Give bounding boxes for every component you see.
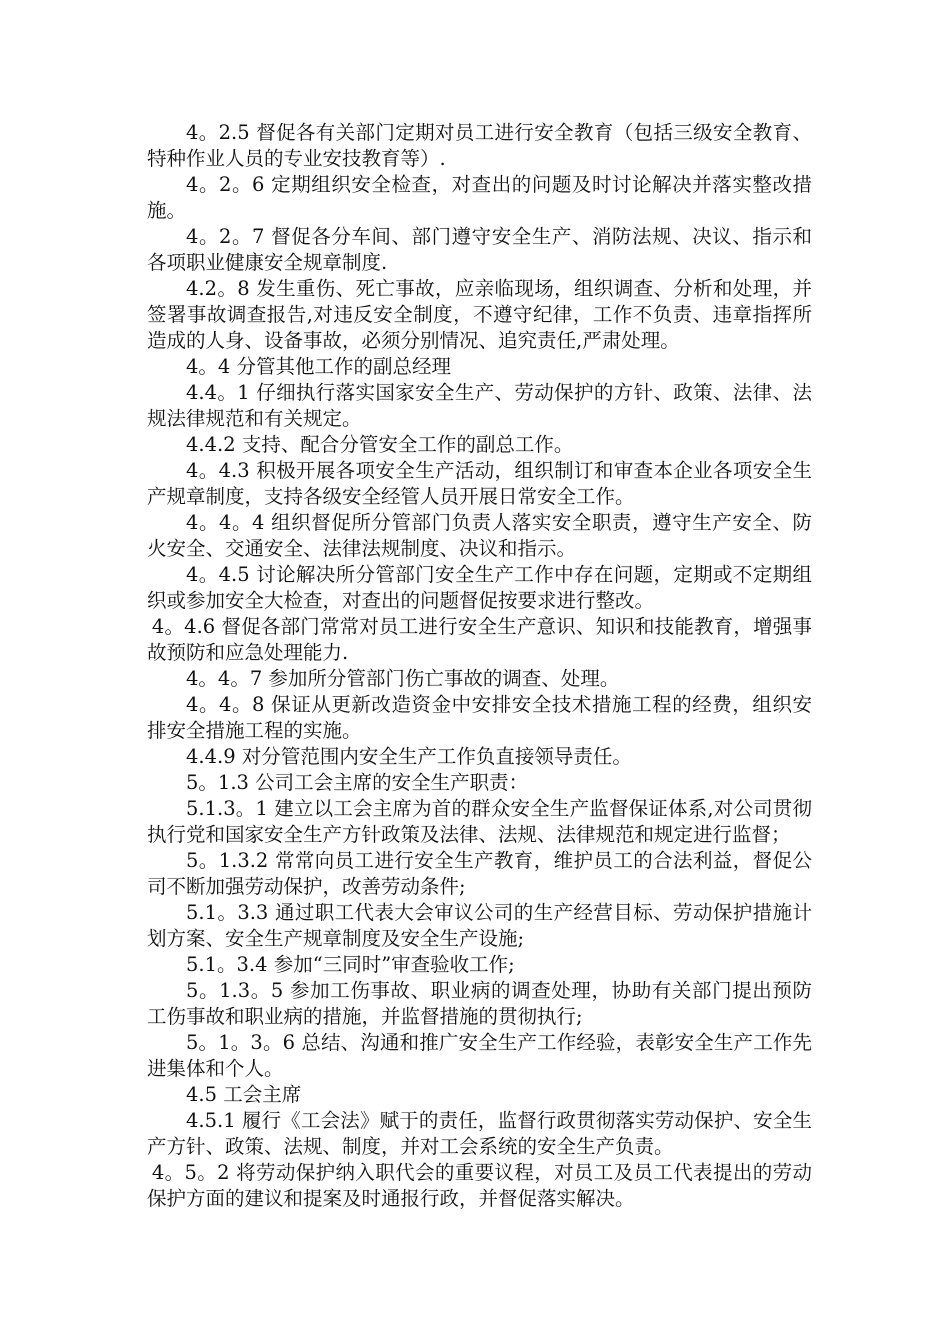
paragraph-4-4-7: 4。4。7 参加所分管部门伤亡事故的调查、处理。 [186, 667, 620, 690]
section-heading-5-1-3: 5。1.3 公司工会主席的安全生产职责： [186, 771, 529, 794]
paragraph-4-4-5: 4。4.5 讨论解决所分管部门安全生产工作中存在问题，定期或不定期组织或参加安全大检查，对查出的问题督促按要求进行整改。 [147, 563, 812, 612]
paragraph-5-1-3-5: 5。1.3。5 参加工伤事故、职业病的调查处理，协助有关部门提出预防工伤事故和职业病的措施，并监督措施的贯彻执行; [147, 979, 812, 1028]
paragraph-4-5-2: 4。5。2 将劳动保护纳入职代会的重要议程，对员工及员工代表提出的劳动保护方面的建议和提案及时通报行政，并督促落实解决。 [147, 1161, 812, 1210]
paragraph-4-4-2: 4.4.2 支持、配合分管安全工作的副总工作。 [186, 433, 574, 456]
paragraph-5-1-3-1: 5.1.3。1 建立以工会主席为首的群众安全生产监督保证体系,对公司贯彻执行党和国家安全生产方针政策及法律、法规、法律规范和规定进行监督； [147, 797, 812, 846]
paragraph-4-5-1: 4.5.1 履行《工会法》赋于的责任，监督行政贯彻落实劳动保护、安全生产方针、政策、法规、制度，并对工会系统的安全生产负责。 [147, 1109, 812, 1158]
paragraph-5-1-3-4: 5.1。3.4 参加“三同时”审查验收工作; [186, 953, 515, 976]
paragraph-5-1-3-2: 5。1.3.2 常常向员工进行安全生产教育，维护员工的合法利益，督促公司不断加强劳动保护，改善劳动条件; [147, 849, 812, 898]
paragraph-5-1-3-3: 5.1。3.3 通过职工代表大会审议公司的生产经营目标、劳动保护措施计划方案、安全生产规章制度及安全生产设施; [147, 901, 812, 950]
paragraph-4-4-4: 4。4。4 组织督促所分管部门负责人落实安全职责，遵守生产安全、防火安全、交通安全、法律法规制度、决议和指示。 [147, 511, 812, 560]
paragraph-4-2-6: 4。2。6 定期组织安全检查，对查出的问题及时讨论解决并落实整改措施。 [147, 173, 812, 222]
paragraph-4-4-8: 4。4。8 保证从更新改造资金中安排安全技术措施工程的经费，组织安排安全措施工程的实施。 [147, 693, 812, 742]
paragraph-4-4-1: 4.4。1 仔细执行落实国家安全生产、劳动保护的方针、政策、法律、法规法律规范和有关规定。 [147, 381, 812, 430]
section-heading-4-4: 4。4 分管其他工作的副总经理 [186, 355, 452, 378]
paragraph-4-2-8: 4.2。8 发生重伤、死亡事故，应亲临现场，组织调查、分析和处理，并签署事故调查报告,对违反安全制度，不遵守纪律，工作不负责、违章指挥所造成的人身、设备事故，必须分别情况、追究责任,严肃处理。 [147, 277, 812, 352]
paragraph-4-2-7: 4。2。7 督促各分车间、部门遵守安全生产、消防法规、决议、指示和各项职业健康安全规章制度. [147, 225, 812, 274]
paragraph-4-4-6: 4。4.6 督促各部门常常对员工进行安全生产意识、知识和技能教育，增强事故预防和应急处理能力. [147, 615, 812, 664]
paragraph-5-1-3-6: 5。1。3。6 总结、沟通和推广安全生产工作经验，表彰安全生产工作先进集体和个人。 [147, 1031, 812, 1080]
paragraph-4-4-9: 4.4.9 对分管范围内安全生产工作负直接领导责任。 [186, 745, 632, 768]
document-body [147, 120, 812, 1212]
section-heading-4-5: 4.5 工会主席 [186, 1083, 302, 1106]
paragraph-4-4-3: 4。4.3 积极开展各项安全生产活动，组织制订和审查本企业各项安全生产规章制度，支持各级安全经管人员开展日常安全工作。 [147, 459, 812, 508]
paragraph-4-2-5: 4。2.5 督促各有关部门定期对员工进行安全教育（包括三级安全教育、特种作业人员的专业安技教育等）. [147, 121, 812, 170]
